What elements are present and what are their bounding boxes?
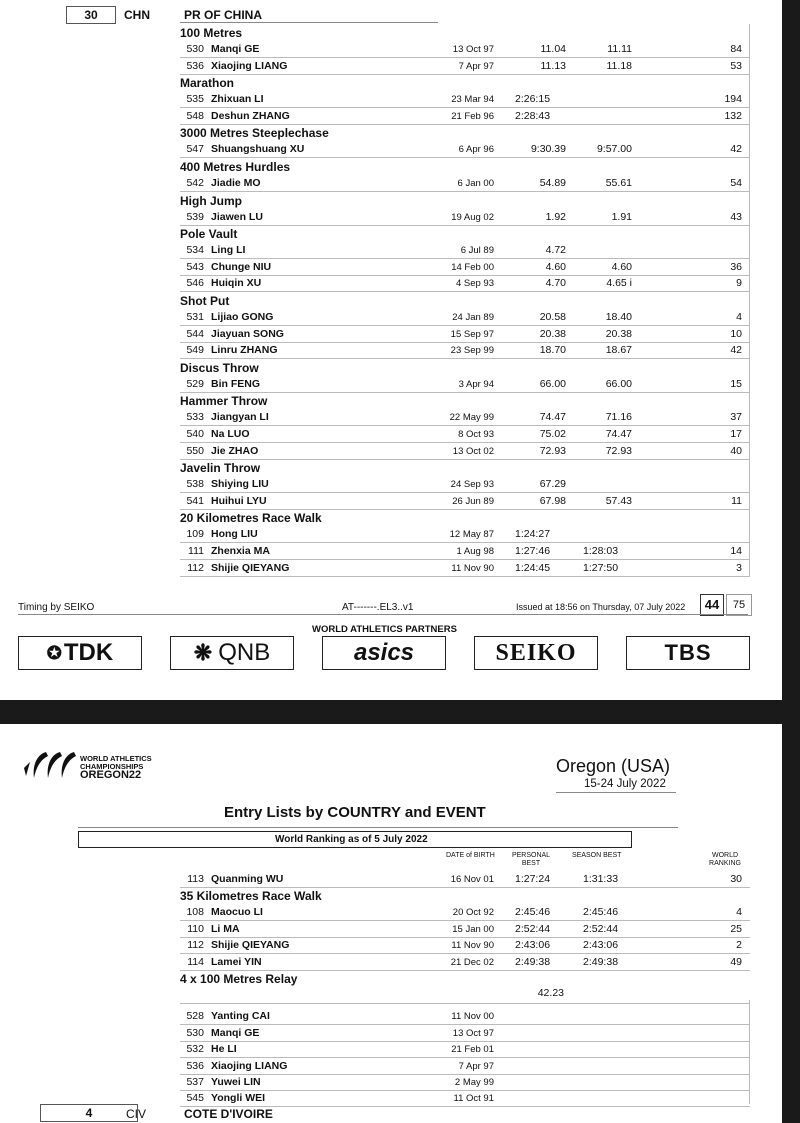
page-number: 44	[700, 594, 724, 616]
world-ranking: 17	[730, 428, 742, 440]
season-best: 2:45:46	[583, 906, 619, 918]
personal-best: 67.98	[539, 494, 566, 507]
personal-best: 2:52:44	[515, 922, 551, 935]
row-divider	[180, 459, 750, 460]
entry-list-page-45	[0, 724, 782, 1123]
athlete-dob: 15 Sep 97	[450, 328, 494, 340]
event-name: Discus Throw	[180, 360, 259, 375]
event-name: Javelin Throw	[180, 461, 261, 476]
row-divider	[180, 937, 750, 938]
personal-best: 66.00	[539, 377, 566, 390]
athlete-dob: 1 Aug 98	[456, 546, 494, 557]
athlete-bib: 536	[186, 1059, 204, 1072]
athlete-dob: 7 Apr 97	[458, 1060, 494, 1072]
row-divider	[180, 542, 750, 543]
season-best: 74.47	[605, 428, 632, 440]
row-divider	[180, 887, 750, 888]
personal-best: 9:30.39	[530, 143, 566, 156]
athlete-name: Na LUO	[211, 428, 250, 440]
dates: 15-24 July 2022	[584, 778, 666, 790]
athlete-dob: 13 Oct 97	[452, 44, 494, 55]
header-dob: DATE of BIRTH	[446, 852, 495, 859]
athlete-bib: 108	[186, 906, 204, 918]
athlete-name: Huihui LYU	[211, 494, 267, 507]
season-best: 11.18	[606, 59, 632, 72]
personal-best: 2:45:46	[515, 906, 551, 918]
row-divider	[180, 442, 750, 443]
row-divider	[180, 970, 750, 971]
row-divider	[180, 124, 750, 125]
country-name: PR OF CHINA	[184, 8, 262, 22]
timing-label: Timing by SEIKO	[18, 602, 95, 613]
row-divider	[180, 1090, 750, 1091]
row-divider	[180, 107, 750, 108]
athlete-dob: 22 May 99	[449, 412, 494, 424]
row-divider	[180, 920, 750, 921]
athlete-dob: 16 Nov 01	[450, 874, 494, 885]
next-country-name: COTE D'IVOIRE	[184, 1107, 273, 1121]
athlete-dob: 15 Jan 00	[452, 923, 494, 935]
table-right-border	[749, 24, 750, 576]
season-best: 1:28:03	[583, 545, 619, 557]
world-ranking: 49	[730, 955, 742, 968]
athlete-name: Zhixuan LI	[211, 93, 264, 106]
athlete-bib: 530	[186, 1026, 204, 1039]
athlete-name: Yongli WEI	[211, 1092, 266, 1105]
world-ranking: 14	[730, 545, 742, 557]
athlete-name: Huiqin XU	[211, 277, 262, 290]
event-name: High Jump	[180, 193, 242, 208]
season-best: 20.38	[605, 327, 632, 340]
personal-best: 2:43:06	[515, 939, 551, 952]
row-divider	[180, 225, 750, 226]
athlete-name: Shijie QIEYANG	[211, 939, 290, 952]
personal-best: 1:27:24	[515, 873, 551, 885]
athlete-dob: 20 Oct 92	[452, 907, 494, 918]
personal-best: 1.92	[545, 210, 566, 223]
athlete-bib: 545	[186, 1092, 204, 1105]
personal-best: 1:27:46	[515, 545, 551, 557]
partners-title: WORLD ATHLETICS PARTNERS	[312, 624, 457, 635]
athlete-name: Shiying LIU	[211, 478, 269, 491]
world-ranking: 42	[730, 344, 742, 357]
asics-wordmark: asics	[353, 639, 415, 666]
row-divider	[180, 191, 750, 192]
world-ranking: 9	[736, 277, 742, 290]
header-wr: WORLD RANKING	[709, 852, 741, 867]
season-best: 2:49:38	[583, 955, 619, 968]
season-best: 1:31:33	[583, 873, 619, 885]
athlete-name: Zhenxia MA	[211, 545, 270, 557]
athlete-bib: 109	[186, 528, 204, 541]
row-divider	[180, 157, 750, 158]
athlete-name: Bin FENG	[211, 377, 260, 390]
event-name: 35 Kilometres Race Walk	[180, 889, 322, 903]
athlete-dob: 6 Apr 96	[458, 144, 494, 156]
athlete-dob: 24 Sep 93	[450, 479, 494, 491]
personal-best: 4.72	[545, 244, 566, 257]
athlete-name: Jiayuan SONG	[211, 327, 284, 340]
season-best: 55.61	[605, 177, 632, 189]
season-best: 57.43	[605, 494, 632, 507]
athlete-dob: 23 Mar 94	[451, 94, 494, 106]
world-ranking: 11	[731, 494, 742, 507]
tdk-emblem-icon: ✪	[46, 642, 62, 663]
world-ranking: 194	[724, 93, 742, 106]
event-name: Hammer Throw	[180, 394, 268, 409]
personal-best: 2:49:38	[515, 955, 551, 968]
athlete-name: Yanting CAI	[211, 1010, 270, 1023]
athlete-bib: 112	[187, 939, 204, 952]
world-ranking: 25	[730, 922, 742, 935]
personal-best: 2:26:15	[515, 93, 551, 106]
athlete-name: Lamei YIN	[211, 955, 262, 968]
athlete-name: Manqi GE	[211, 43, 260, 55]
page-title: Entry Lists by COUNTRY and EVENT	[224, 804, 486, 821]
footer-rule	[18, 614, 748, 615]
personal-best: 20.58	[539, 311, 566, 323]
world-ranking: 4	[736, 906, 742, 918]
logo-line-2: CHAMPIONSHIPS	[80, 762, 144, 771]
season-best: 18.67	[605, 344, 632, 357]
tbs-logo	[626, 636, 750, 670]
athlete-dob: 6 Jul 89	[460, 245, 494, 257]
season-best: 1:27:50	[583, 561, 619, 574]
venue: Oregon (USA)	[556, 756, 671, 776]
athlete-dob: 12 May 87	[449, 529, 494, 541]
row-divider	[180, 953, 750, 954]
row-divider	[180, 1024, 750, 1025]
world-ranking: 30	[730, 873, 742, 885]
athlete-name: Chunge NIU	[211, 260, 272, 273]
row-divider	[180, 325, 750, 326]
athlete-dob: 2 May 99	[454, 1077, 494, 1088]
athlete-name: Jie ZHAO	[211, 444, 259, 457]
athlete-bib: 536	[186, 59, 204, 72]
row-divider	[180, 57, 750, 58]
event-name: Shot Put	[180, 294, 230, 308]
athlete-dob: 7 Apr 97	[458, 60, 494, 72]
athlete-dob: 21 Dec 02	[450, 956, 494, 968]
row-divider	[180, 1057, 750, 1058]
athlete-bib: 537	[186, 1076, 204, 1088]
athlete-bib: 547	[186, 143, 204, 156]
personal-best: 20.38	[539, 327, 566, 340]
row-divider	[180, 492, 750, 493]
world-ranking: 10	[730, 327, 742, 340]
world-ranking: 53	[730, 59, 742, 72]
athlete-bib: 550	[186, 444, 204, 457]
personal-best: 75.02	[539, 428, 566, 440]
event-name: Marathon	[180, 76, 234, 91]
athlete-name: Xiaojing LIANG	[211, 1059, 288, 1072]
athlete-dob: 11 Oct 91	[453, 1093, 494, 1105]
athlete-bib: 535	[186, 93, 204, 106]
athlete-dob: 19 Aug 02	[451, 211, 494, 223]
season-best: 4.65 i	[606, 277, 632, 290]
athlete-bib: 529	[186, 377, 204, 390]
world-ranking: 3	[736, 561, 742, 574]
title-rule	[78, 827, 678, 828]
athlete-name: Shijie QIEYANG	[211, 561, 290, 574]
event-name: 100 Metres	[180, 26, 243, 40]
athlete-name: Maocuo LI	[211, 906, 263, 918]
issued-timestamp: Issued at 18:56 on Thursday, 07 July 2022	[516, 602, 686, 612]
athlete-dob: 14 Feb 00	[451, 261, 494, 273]
athlete-bib: 548	[186, 109, 204, 122]
personal-best: 11.04	[540, 43, 566, 55]
row-divider	[180, 291, 750, 292]
season-best: 1.91	[611, 210, 632, 223]
personal-best: 4.70	[545, 277, 566, 290]
personal-best: 11.13	[540, 59, 566, 72]
athlete-bib: 539	[186, 210, 204, 223]
row-divider	[180, 258, 750, 259]
row-divider	[180, 275, 750, 276]
page-total: 75	[726, 594, 752, 616]
personal-best: 72.93	[539, 444, 566, 457]
season-best: 71.16	[605, 411, 632, 424]
athlete-bib: 546	[186, 277, 204, 290]
athlete-bib: 114	[187, 955, 204, 968]
athlete-name: Yuwei LIN	[211, 1076, 261, 1088]
row-divider	[180, 1041, 750, 1042]
athlete-dob: 3 Apr 94	[458, 378, 494, 390]
athlete-bib: 538	[186, 478, 204, 491]
world-ranking: 132	[724, 109, 742, 122]
row-divider	[180, 1074, 750, 1075]
row-divider	[180, 1003, 750, 1004]
season-best: 11.11	[607, 43, 632, 55]
dates-rule	[556, 792, 676, 793]
event-name: 20 Kilometres Race Walk	[180, 511, 322, 526]
event-name: Pole Vault	[180, 227, 238, 242]
season-best: 4.60	[611, 260, 632, 273]
athlete-bib: 543	[186, 260, 204, 273]
row-divider	[180, 358, 750, 359]
athlete-dob: 11 Nov 00	[451, 1011, 494, 1023]
athlete-bib: 531	[186, 311, 204, 323]
athlete-name: Quanming WU	[211, 873, 284, 885]
next-country-code: CIV	[126, 1107, 147, 1121]
season-best: 66.00	[605, 377, 632, 390]
athlete-name: Deshun ZHANG	[211, 109, 290, 122]
athlete-name: Jiadie MO	[211, 177, 261, 189]
relay-personal-best: 42.23	[537, 987, 564, 1000]
world-ranking: 40	[730, 444, 742, 457]
athlete-name: He LI	[211, 1043, 237, 1056]
row-divider	[180, 559, 750, 560]
season-best: 9:57.00	[596, 143, 632, 156]
personal-best: 2:28:43	[515, 109, 551, 122]
world-ranking: 2	[736, 939, 742, 952]
tdk-logo	[18, 636, 142, 670]
athlete-bib: 534	[186, 244, 204, 257]
athlete-name: Lijiao GONG	[211, 311, 274, 323]
world-ranking: 43	[730, 210, 742, 223]
ranking-note: World Ranking as of 5 July 2022	[275, 834, 428, 845]
athlete-name: Li MA	[211, 922, 240, 935]
tdk-wordmark: TDK	[63, 639, 114, 666]
logo-line-3: OREGON22	[80, 769, 142, 781]
season-best: 72.93	[605, 444, 632, 457]
country-code: CHN	[124, 8, 150, 22]
seiko-wordmark: SEIKO	[495, 639, 577, 666]
athlete-bib: 542	[186, 177, 204, 189]
athlete-dob: 4 Sep 93	[455, 278, 494, 290]
world-ranking: 36	[730, 260, 742, 273]
personal-best: 54.89	[539, 177, 566, 189]
season-best: 18.40	[605, 311, 632, 323]
athlete-dob: 11 Nov 90	[451, 940, 494, 952]
asics-logo	[322, 636, 446, 670]
personal-best: 4.60	[545, 260, 566, 273]
athlete-dob: 11 Nov 90	[451, 562, 494, 574]
qnb-emblem-icon: ❋	[193, 640, 213, 665]
row-divider	[180, 392, 750, 393]
header-sb: SEASON BEST	[572, 852, 622, 859]
athlete-bib: 533	[186, 411, 204, 424]
qnb-logo	[170, 636, 294, 670]
world-ranking: 42	[730, 143, 742, 156]
row-divider	[180, 425, 750, 426]
header-pb: PERSONAL BEST	[511, 852, 551, 867]
personal-best: 18.70	[539, 344, 566, 357]
athlete-dob: 23 Sep 99	[450, 345, 494, 357]
table-right-border	[749, 1000, 750, 1104]
athlete-name: Hong LIU	[211, 528, 258, 541]
row-divider	[180, 576, 750, 577]
athlete-dob: 13 Oct 02	[452, 445, 494, 457]
country-rank-box: 30	[66, 6, 116, 24]
athlete-dob: 8 Oct 93	[458, 429, 494, 440]
athlete-bib: 544	[186, 327, 204, 340]
row-divider	[180, 342, 750, 343]
athlete-name: Shuangshuang XU	[211, 143, 305, 156]
athlete-bib: 530	[186, 43, 204, 55]
world-ranking: 4	[736, 311, 742, 323]
athlete-bib: 528	[186, 1010, 204, 1023]
event-name: 3000 Metres Steeplechase	[180, 126, 329, 141]
season-best: 2:52:44	[583, 922, 619, 935]
athlete-bib: 549	[186, 344, 204, 357]
athlete-bib: 113	[187, 873, 204, 885]
season-best: 2:43:06	[583, 939, 619, 952]
world-ranking: 84	[730, 43, 742, 55]
world-ranking: 37	[730, 411, 742, 424]
qnb-wordmark: QNB	[218, 639, 271, 666]
athlete-bib: 532	[186, 1043, 204, 1056]
athlete-dob: 24 Jan 89	[452, 312, 494, 323]
next-country-rank-box: 4	[40, 1104, 138, 1122]
personal-best: 67.29	[539, 478, 566, 491]
row-divider	[180, 509, 750, 510]
athlete-bib: 541	[186, 494, 204, 507]
world-ranking: 54	[730, 177, 742, 189]
athlete-name: Jiawen LU	[211, 210, 263, 223]
athlete-name: Xiaojing LIANG	[211, 59, 288, 72]
athlete-dob: 21 Feb 96	[451, 110, 494, 122]
athlete-name: Linru ZHANG	[211, 344, 278, 357]
relay-event-name: 4 x 100 Metres Relay	[180, 972, 298, 987]
athlete-dob: 26 Jun 89	[452, 495, 494, 507]
athlete-name: Manqi GE	[211, 1026, 260, 1039]
athlete-bib: 112	[187, 561, 204, 574]
country-header-line	[180, 22, 438, 23]
personal-best: 1:24:45	[515, 561, 551, 574]
personal-best: 74.47	[539, 411, 566, 424]
personal-best: 1:24:27	[515, 528, 551, 541]
athlete-bib: 111	[188, 545, 204, 557]
logo-line-1: WORLD ATHLETICS	[80, 754, 152, 763]
seiko-logo	[474, 636, 598, 670]
event-name: 400 Metres Hurdles	[180, 160, 291, 174]
tbs-wordmark: TBS	[664, 640, 712, 665]
oregon22-emblem-icon	[18, 750, 78, 782]
athlete-dob: 6 Jan 00	[457, 178, 494, 189]
athlete-dob: 13 Oct 97	[452, 1027, 494, 1039]
athlete-bib: 540	[186, 428, 204, 440]
athlete-bib: 110	[187, 922, 204, 935]
athlete-name: Ling LI	[211, 244, 246, 257]
row-divider	[180, 74, 750, 75]
athlete-name: Jiangyan LI	[211, 411, 269, 424]
document-code: AT-------.EL3..v1	[342, 602, 414, 613]
world-ranking: 15	[730, 377, 742, 390]
athlete-dob: 21 Feb 01	[451, 1044, 494, 1056]
